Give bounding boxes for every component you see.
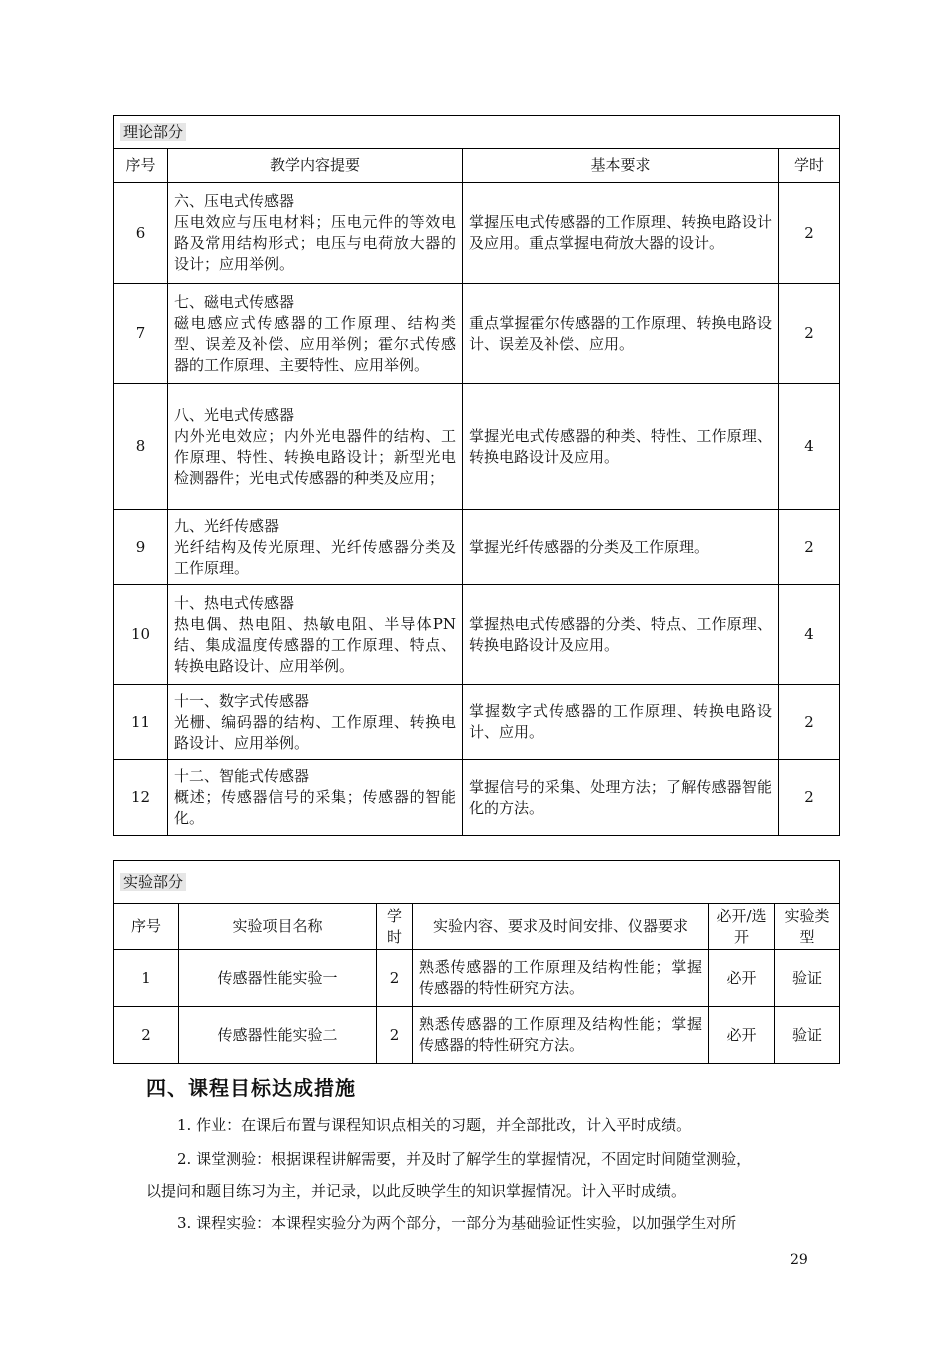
row-no: 6	[114, 183, 168, 284]
theory-header-no: 序号	[114, 149, 168, 183]
theory-row	[114, 510, 840, 585]
theory-row	[114, 384, 840, 510]
row-hours: 2	[779, 510, 840, 585]
row-no: 10	[114, 585, 168, 685]
theory-header-content: 教学内容提要	[168, 149, 463, 183]
paragraph-1: 1. 作业：在课后布置与课程知识点相关的习题，并全部批改，计入平时成绩。	[177, 1116, 692, 1134]
theory-row	[114, 760, 840, 836]
row-requirement: 掌握数字式传感器的工作原理、转换电路设计、应用。	[463, 685, 779, 760]
lab-section-label: 实验部分	[120, 873, 186, 891]
lab-header-hours: 学时	[377, 904, 413, 950]
lab-row-name: 传感器性能实验二	[179, 1007, 377, 1064]
lab-row-no: 1	[114, 950, 179, 1007]
row-hours: 2	[779, 685, 840, 760]
row-content: 六、压电式传感器 压电效应与压电材料；压电元件的等效电路及常用结构形式；电压与电荷放大器的设计；应用举例。	[168, 183, 463, 284]
row-hours: 4	[779, 585, 840, 685]
lab-header-required: 必开/选开	[709, 904, 775, 950]
lab-header-content: 实验内容、要求及时间安排、仪器要求	[413, 904, 709, 950]
lab-row	[114, 950, 840, 1007]
lab-header-name: 实验项目名称	[179, 904, 377, 950]
lab-row-type: 验证	[775, 950, 840, 1007]
row-no: 7	[114, 284, 168, 384]
theory-row	[114, 183, 840, 284]
row-no: 11	[114, 685, 168, 760]
lab-header-row	[114, 904, 840, 950]
row-hours: 2	[779, 760, 840, 836]
theory-row	[114, 585, 840, 685]
row-hours: 2	[779, 183, 840, 284]
lab-header-type: 实验类型	[775, 904, 840, 950]
row-content: 九、光纤传感器 光纤结构及传光原理、光纤传感器分类及工作原理。	[168, 510, 463, 585]
theory-row	[114, 685, 840, 760]
lab-row-no: 2	[114, 1007, 179, 1064]
theory-header-req: 基本要求	[463, 149, 779, 183]
row-no: 9	[114, 510, 168, 585]
lab-table	[113, 860, 840, 1064]
paragraph-2-line-1: 2. 课堂测验：根据课程讲解需要，并及时了解学生的掌握情况，不固定时间随堂测验，	[177, 1150, 752, 1168]
theory-section-cell	[114, 116, 840, 149]
row-requirement: 掌握光纤传感器的分类及工作原理。	[463, 510, 779, 585]
row-hours: 4	[779, 384, 840, 510]
lab-row-content: 熟悉传感器的工作原理及结构性能；掌握传感器的特性研究方法。	[413, 1007, 709, 1064]
row-no: 8	[114, 384, 168, 510]
lab-section-cell	[114, 861, 840, 904]
paragraph-3: 3. 课程实验：本课程实验分为两个部分，一部分为基础验证性实验，以加强学生对所	[177, 1214, 737, 1232]
lab-row-name: 传感器性能实验一	[179, 950, 377, 1007]
lab-header-no: 序号	[114, 904, 179, 950]
theory-header-hours: 学时	[779, 149, 840, 183]
row-content: 七、磁电式传感器 磁电感应式传感器的工作原理、结构类型、误差及补偿、应用举例；霍尔式传感器的工作原理、主要特性、应用举例。	[168, 284, 463, 384]
lab-row-required: 必开	[709, 950, 775, 1007]
lab-row-hours: 2	[377, 950, 413, 1007]
theory-row	[114, 284, 840, 384]
row-hours: 2	[779, 284, 840, 384]
lab-row	[114, 1007, 840, 1064]
row-content: 十、热电式传感器 热电偶、热电阻、热敏电阻、半导体PN结、集成温度传感器的工作原理、特点、转换电路设计、应用举例。	[168, 585, 463, 685]
row-content: 八、光电式传感器 内外光电效应；内外光电器件的结构、工作原理、特性、转换电路设计；新型光电检测器件；光电式传感器的种类及应用；	[168, 384, 463, 510]
theory-table	[113, 115, 840, 836]
row-content: 十二、智能式传感器 概述；传感器信号的采集；传感器的智能化。	[168, 760, 463, 836]
row-requirement: 重点掌握霍尔传感器的工作原理、转换电路设计、误差及补偿、应用。	[463, 284, 779, 384]
theory-section-label: 理论部分	[120, 123, 186, 141]
paragraph-2-line-2: 以提问和题目练习为主，并记录，以此反映学生的知识掌握情况。计入平时成绩。	[146, 1182, 687, 1200]
page-number: 29	[790, 1252, 808, 1268]
lab-row-type: 验证	[775, 1007, 840, 1064]
lab-row-required: 必开	[709, 1007, 775, 1064]
row-requirement: 掌握光电式传感器的种类、特性、工作原理、转换电路设计及应用。	[463, 384, 779, 510]
row-requirement: 掌握热电式传感器的分类、特点、工作原理、转换电路设计及应用。	[463, 585, 779, 685]
lab-row-content: 熟悉传感器的工作原理及结构性能；掌握传感器的特性研究方法。	[413, 950, 709, 1007]
row-content: 十一、数字式传感器 光栅、编码器的结构、工作原理、转换电路设计、应用举例。	[168, 685, 463, 760]
section-heading: 四、课程目标达成措施	[146, 1076, 356, 1100]
row-requirement: 掌握信号的采集、处理方法；了解传感器智能化的方法。	[463, 760, 779, 836]
row-no: 12	[114, 760, 168, 836]
lab-row-hours: 2	[377, 1007, 413, 1064]
row-requirement: 掌握压电式传感器的工作原理、转换电路设计及应用。重点掌握电荷放大器的设计。	[463, 183, 779, 284]
